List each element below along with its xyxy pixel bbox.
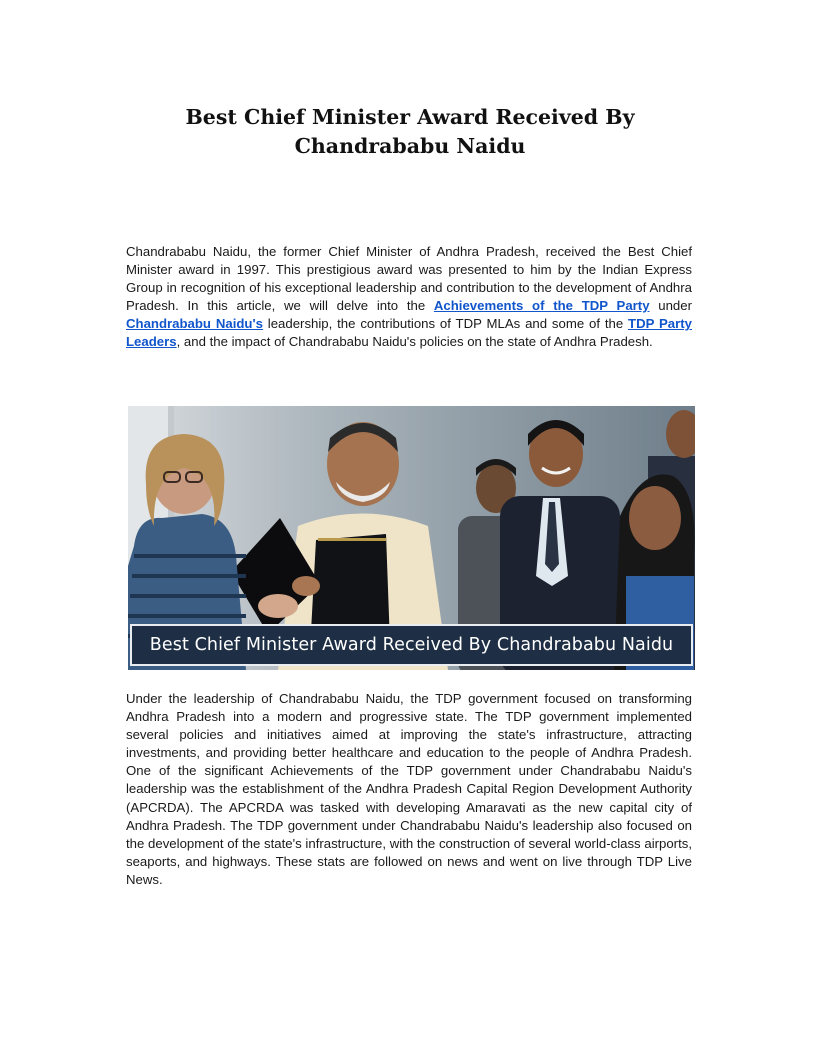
page-title (150, 103, 670, 161)
title-line-1: Best Chief Minister Award Received By (185, 105, 635, 129)
intro-text-2: under (649, 298, 692, 314)
intro-text-1: Chandrababu Naidu, the former Chief Minister of Andhra Pradesh, received the Best Chief Minister award in 1997. This prestigious award was presented to him by the Indian Express Group in recognition of his exceptional leadership and contribution to the development of Andhra Pradesh. In this article, we will delve into the (126, 244, 692, 314)
award-photo (128, 406, 695, 670)
intro-paragraph (126, 243, 692, 352)
tdp-party-leaders-link[interactable]: TDP Party Leaders (126, 316, 692, 350)
title-line-2: Chandrababu Naidu (294, 134, 526, 158)
body-paragraph: Under the leadership of Chandrababu Naidu, the TDP government focused on transforming Andhra Pradesh into a modern and progressive state. The TDP government implemented several policies and initiatives aimed at improving the state's infrastructure, attracting investments, and providing better healthcare and education to the people of Andhra Pradesh. One of the significant Achievements of the TDP government under Chandrababu Naidu's leadership was the establishment of the Andhra Pradesh Capital Region Development Authority (APCRDA). The APCRDA was tasked with developing Amaravati as the new capital city of Andhra Pradesh. The TDP government under Chandrababu Naidu's leadership also focused on the development of the state's infrastructure, with the construction of several world-class airports, seaports, and highways. These stats are followed on news and went on live through TDP Live News. (126, 691, 692, 887)
intro-text-3: leadership, the contributions of TDP MLAs and some of the (262, 316, 629, 332)
intro-text-4: , and the impact of Chandrababu Naidu's policies on the state of Andhra Pradesh. (176, 334, 653, 350)
achievements-tdp-party-link[interactable]: Achievements of the TDP Party (433, 298, 650, 314)
photo-caption-text: Best Chief Minister Award Received By Chandrababu Naidu (149, 635, 674, 655)
chandrababu-naidu-link[interactable]: Chandrababu Naidu's (126, 316, 263, 332)
photo-caption-banner (130, 624, 693, 666)
